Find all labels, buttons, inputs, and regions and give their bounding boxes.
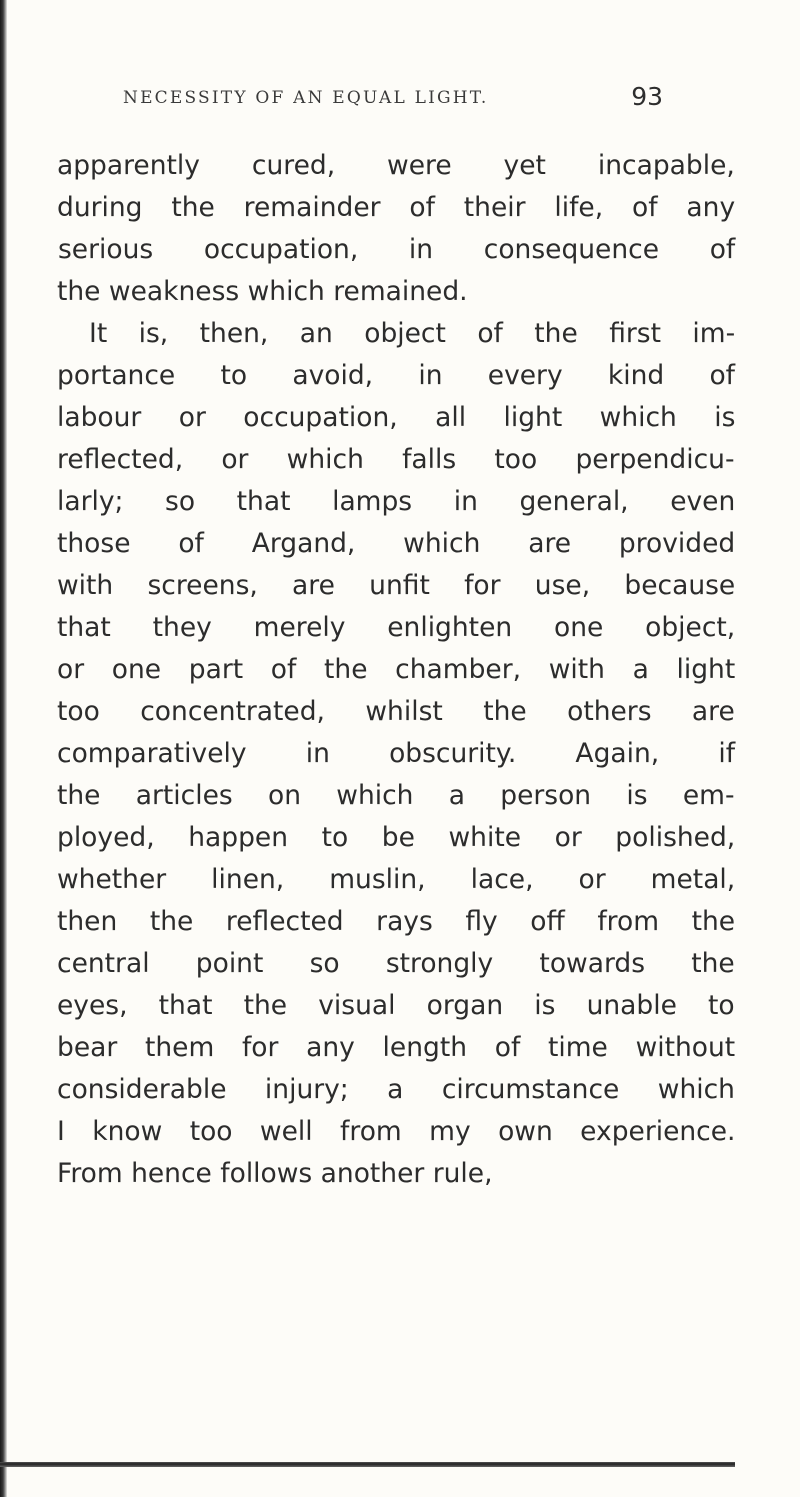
page-header [123,82,663,128]
page-number: 93 [631,82,663,111]
text-line: From hence follows another rule, [57,1158,493,1189]
text-line: the articles on which a person is em- [57,780,735,811]
text-line: during the remainder of their life, of any [57,192,736,223]
text-line: then the reflected rays fly off from the [57,906,736,937]
text-line: whether linen, muslin, lace, or metal, [57,864,736,895]
text-line: comparatively in obscurity. Again, if [57,738,736,769]
text-line: It is, then, an object of the first im- [89,318,736,349]
text-line: eyes, that the visual organ is unable to [57,990,735,1021]
body-text [0,146,800,1406]
text-line: serious occupation, in consequence of [58,234,736,265]
text-line: reflected, or which falls too perpendicu- [57,444,735,475]
text-line: apparently cured, were yet incapable, [57,150,735,181]
text-line: too concentrated, whilst the others are [57,696,735,727]
running-head: NECESSITY OF AN EQUAL LIGHT. [123,88,489,108]
text-line: central point so strongly towards the [57,948,735,979]
text-line: those of Argand, which are provided [57,528,736,559]
text-line: with screens, are unfit for use, because [57,570,736,601]
text-line: portance to avoid, in every kind of [57,360,736,391]
text-line: that they merely enlighten one object, [57,612,736,643]
text-line: considerable injury; a circumstance which [57,1074,735,1105]
text-line: ployed, happen to be white or polished, [57,822,736,853]
text-line: the weakness which remained. [57,276,468,307]
text-line: or one part of the chamber, with a light [57,654,736,685]
text-line: labour or occupation, all light which is [57,402,736,433]
bottom-rule [0,1462,735,1467]
text-line: I know too well from my own experience. [57,1116,736,1147]
text-line: larly; so that lamps in general, even [57,486,736,517]
text-line: bear them for any length of time without [57,1032,736,1063]
